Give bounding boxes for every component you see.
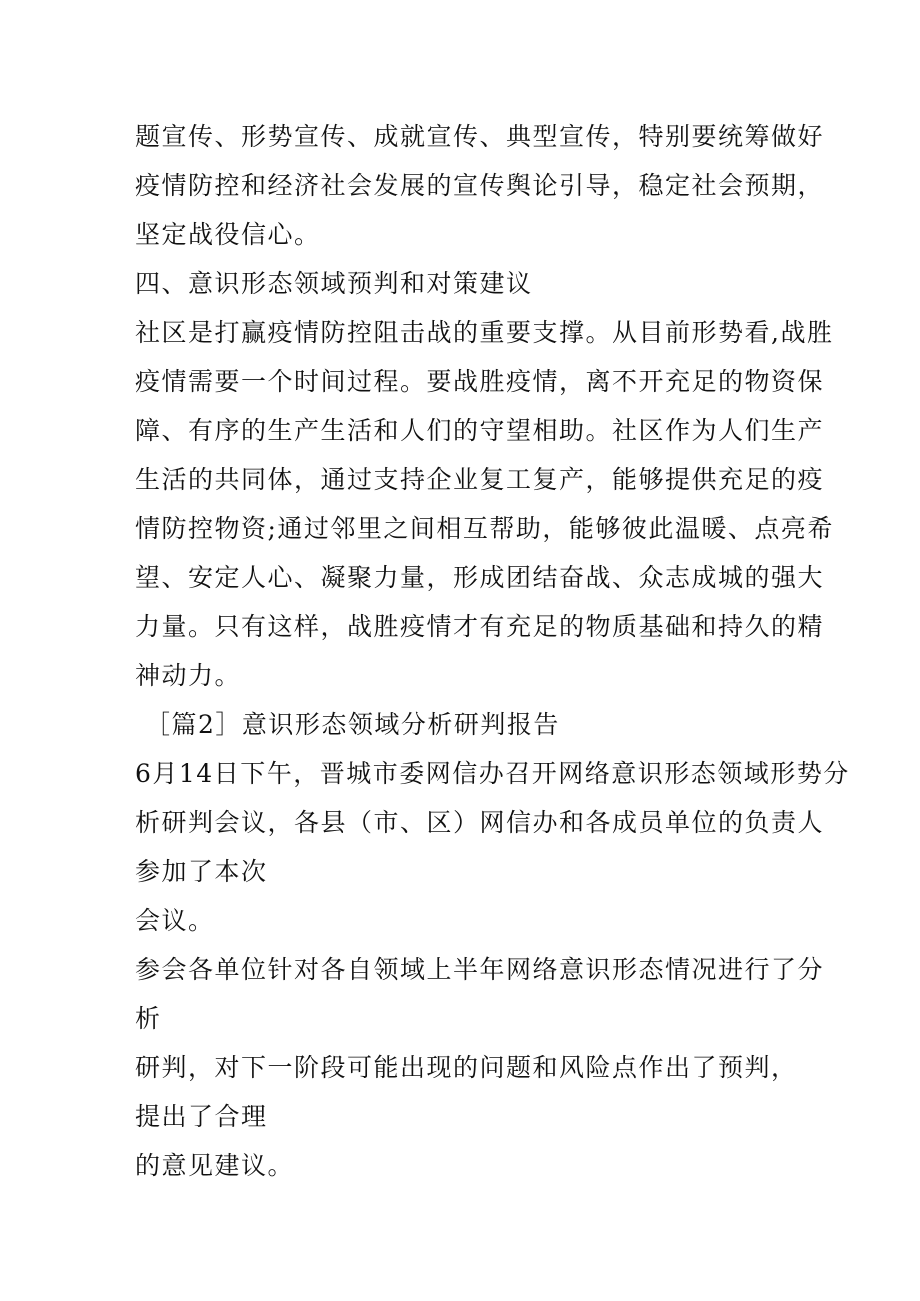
text-line: 研判，对下一阶段可能出现的问题和风险点作出了预判， [135,1053,798,1082]
text-line: 题宣传、形势宣传、成就宣传、典型宣传，特别要统筹做好 [135,122,825,151]
text-line: 神动力。 [135,661,242,690]
section-heading: 四、意识形态领域预判和对策建议 [135,269,533,298]
text-line: 提出了合理 [135,1102,268,1131]
text-line: 障、有序的生产生活和人们的守望相助。社区作为人们生产 [135,416,825,445]
article-title: ［篇2］意识形态领域分析研判报告 [145,710,560,739]
text-line: 析研判会议，各县（市、区）网信办和各成员单位的负责人 [135,808,825,837]
text-line: 6月14日下午，晋城市委网信办召开网络意识形态领域形势分 [135,759,850,788]
text-line: 情防控物资;通过邻里之间相互帮助，能够彼此温暖、点亮希 [135,514,834,543]
text-line: 社区是打赢疫情防控阻击战的重要支撑。从目前形势看,战胜 [135,318,834,347]
text-line: 望、安定人心、凝聚力量，形成团结奋战、众志成城的强大 [135,563,825,592]
text-line: 疫情防控和经济社会发展的宣传舆论引导，稳定社会预期， [135,171,825,200]
text-line: 参加了本次 [135,857,268,886]
text-line: 的意见建议。 [135,1151,295,1180]
text-line: 疫情需要一个时间过程。要战胜疫情，离不开充足的物资保 [135,367,825,396]
text-line: 生活的共同体，通过支持企业复工复产，能够提供充足的疫 [135,465,825,494]
text-line: 力量。只有这样，战胜疫情才有充足的物质基础和持久的精 [135,612,825,641]
text-line: 坚定战役信心。 [135,220,321,249]
text-line: 参会各单位针对各自领域上半年网络意识形态情况进行了分 [135,955,825,984]
text-line: 会议。 [135,906,215,935]
document-body [135,112,850,1190]
text-line: 析 [135,1004,162,1033]
